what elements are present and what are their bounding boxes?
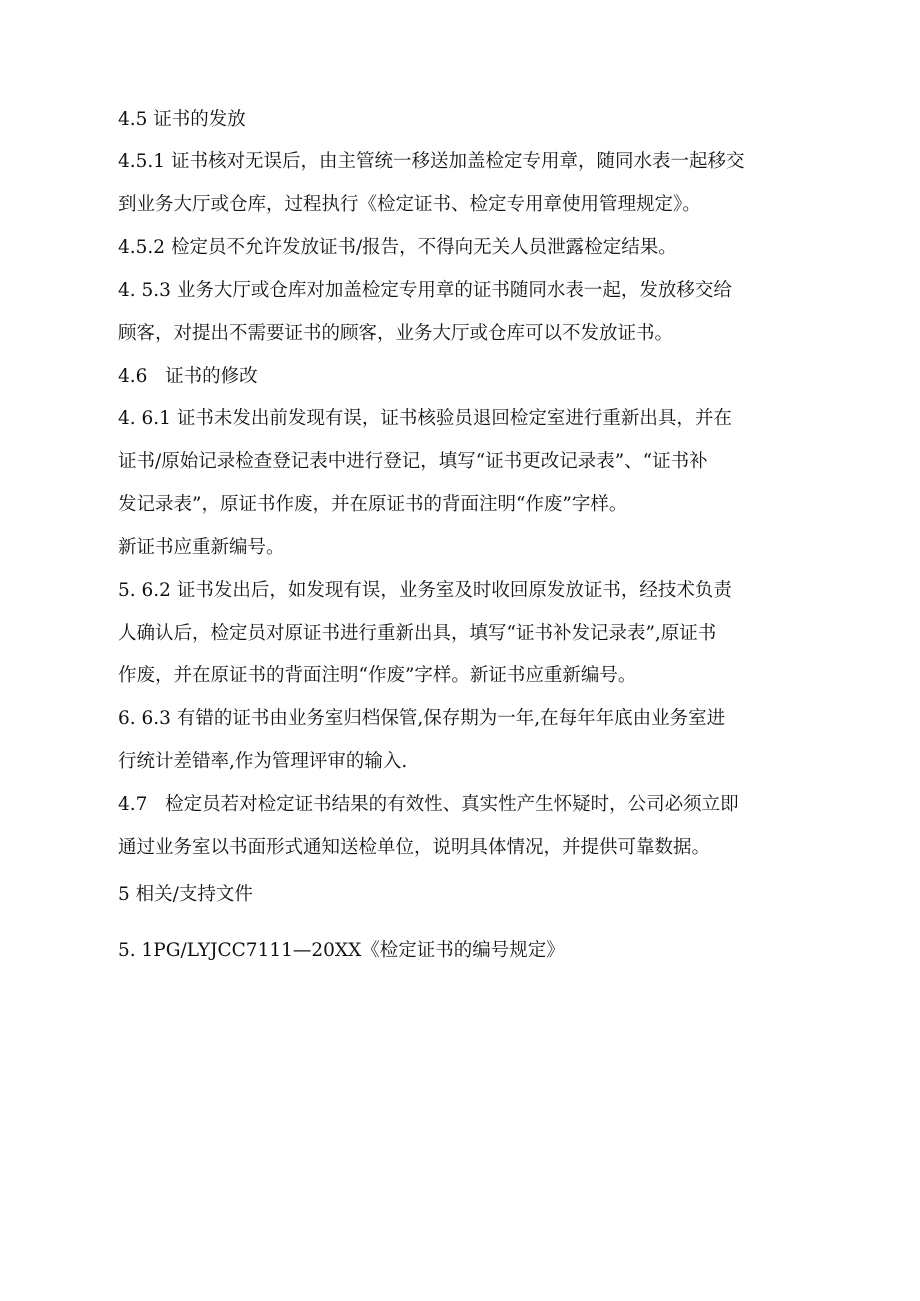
- paragraph-line: 行统计差错率,作为管理评审的输入.: [118, 751, 408, 772]
- paragraph-line: 人确认后，检定员对原证书进行重新出具，填写“证书补发记录表”,原证书: [118, 623, 717, 644]
- paragraph-line: 证书/原始记录检查登记表中进行登记，填写“证书更改记录表”、“证书补: [118, 451, 708, 472]
- paragraph-line: 通过业务室以书面形式通知送检单位，说明具体情况，并提供可靠数据。: [118, 837, 711, 858]
- reference-line: 5. 1PG/LYJCC7111—20XX《检定证书的编号规定》: [118, 940, 565, 961]
- paragraph-line: 4. 6.1 证书未发出前发现有误，证书核验员退回检定室进行重新出具，并在: [118, 408, 732, 429]
- heading-5: 5 相关/支持文件: [118, 884, 253, 905]
- paragraph-line: 作废，并在原证书的背面注明“作废”字样。新证书应重新编号。: [118, 665, 637, 686]
- heading-4-6: 4.6 证书的修改: [118, 366, 258, 387]
- paragraph-line: 5. 6.2 证书发出后，如发现有误，业务室及时收回原发放证书，经技术负责: [118, 580, 732, 601]
- heading-4-5: 4.5 证书的发放: [118, 109, 246, 130]
- paragraph-line: 4. 5.3 业务大厅或仓库对加盖检定专用章的证书随同水表一起，发放移交给: [118, 280, 732, 301]
- paragraph-line: 新证书应重新编号。: [118, 537, 285, 558]
- paragraph-line: 4.5.2 检定员不允许发放证书/报告，不得向无关人员泄露检定结果。: [118, 237, 677, 258]
- paragraph-line: 6. 6.3 有错的证书由业务室归档保管,保存期为一年,在每年年底由业务室进: [118, 708, 726, 729]
- paragraph-line: 4.7 检定员若对检定证书结果的有效性、真实性产生怀疑时，公司必须立即: [118, 794, 739, 815]
- paragraph-line: 顾客，对提出不需要证书的顾客，业务大厅或仓库可以不发放证书。: [118, 323, 674, 344]
- paragraph-line: 到业务大厅或仓库，过程执行《检定证书、检定专用章使用管理规定》。: [118, 194, 701, 215]
- paragraph-line: 发记录表”，原证书作废，并在原证书的背面注明“作废”字样。: [118, 494, 628, 515]
- paragraph-line: 4.5.1 证书核对无误后，由主管统一移送加盖检定专用章，随同水表一起移交: [118, 151, 745, 172]
